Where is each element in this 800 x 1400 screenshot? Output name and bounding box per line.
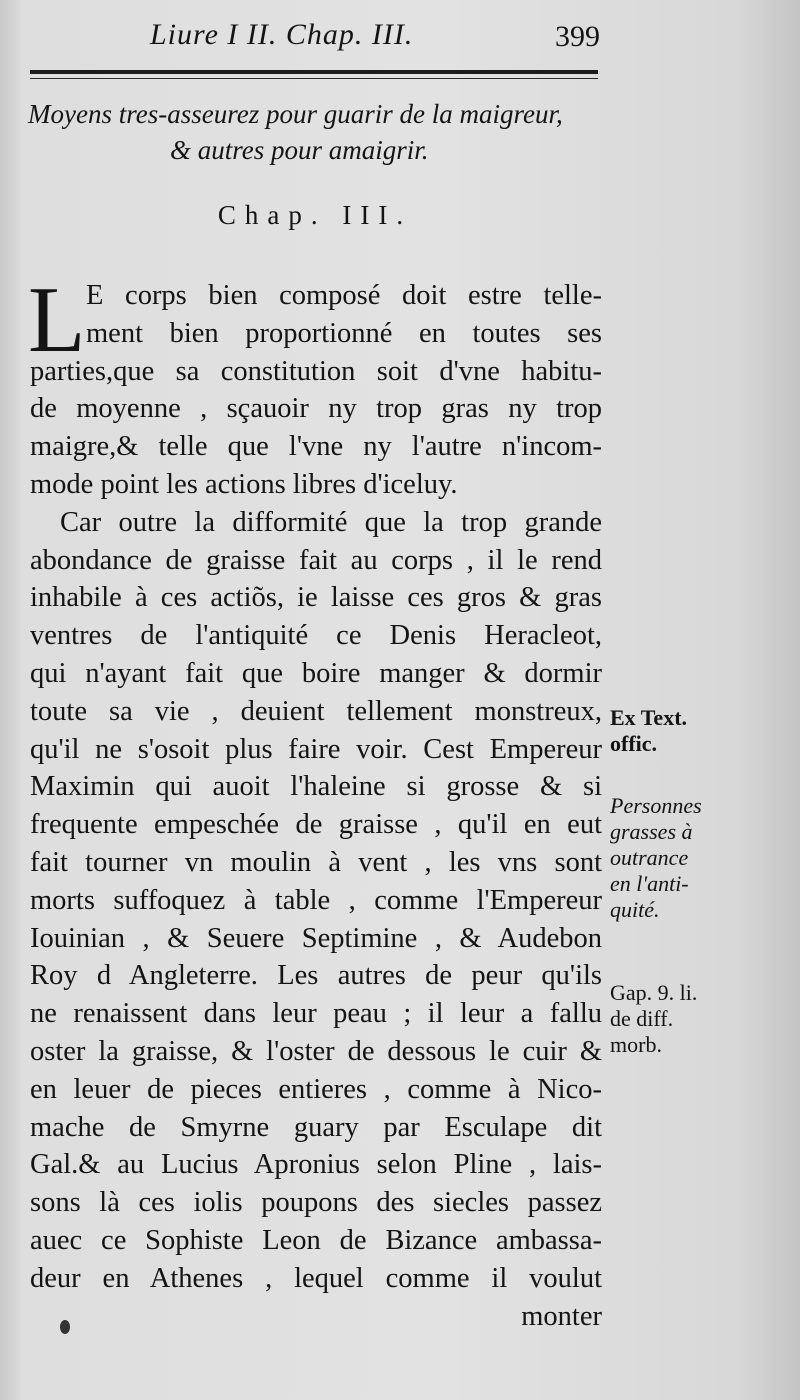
text-line: ne renaissent dans leur peau ; il leur a fallu <box>30 998 602 1030</box>
chapter-heading: Chap. III. <box>217 200 413 230</box>
margin-note-line: Ex Text. <box>610 705 688 730</box>
text-line: deur en Athenes , lequel comme il voulut <box>30 1262 602 1294</box>
text-line: sons là ces iolis poupons des siecles passez <box>30 1187 602 1219</box>
text-line: qui n'ayant fait que boire manger & dormir <box>30 657 602 689</box>
margin-note-line: en l'anti- <box>610 871 689 896</box>
running-head: Liure I II. Chap. III. <box>150 18 414 51</box>
margin-note-line: Personnes <box>610 793 702 818</box>
text-line: toute sa vie , deuient tellement monstreux, <box>30 695 602 727</box>
text-line: en leuer de pieces entieres , comme à Nico- <box>30 1073 602 1105</box>
header-rule-thin <box>30 78 598 79</box>
text-line: auec ce Sophiste Leon de Bizance ambassa- <box>30 1224 602 1256</box>
margin-note-line: quité. <box>610 897 660 922</box>
margin-note-line: Gap. 9. li. <box>610 980 698 1005</box>
text-line: Maximin qui auoit l'haleine si grosse & si <box>30 771 602 803</box>
text-line: parties,que sa constitution soit d'vne habitu- <box>30 355 602 387</box>
text-line: morts suffoquez à table , comme l'Empereur <box>30 884 602 916</box>
margin-note-line: offic. <box>610 731 658 756</box>
text-line: ventres de l'antiquité ce Denis Heracleot, <box>30 620 602 652</box>
catchword: monter <box>521 1300 602 1332</box>
drop-cap: L <box>28 268 86 372</box>
margin-note-line: de diff. <box>610 1006 674 1031</box>
page-header <box>30 18 600 58</box>
text-line: ment bien proportionné en toutes ses <box>86 317 602 349</box>
text-line: fait tourner vn moulin à vent , les vns sont <box>30 846 602 878</box>
text-line: maigre,& telle que l'vne ny l'autre n'incom- <box>30 431 602 463</box>
section-title-line-2: & autres pour amaigrir. <box>170 135 429 165</box>
margin-note-personnes <box>610 793 702 923</box>
text-line: de moyenne , sçauoir ny trop gras ny trop <box>30 393 602 425</box>
text-line: E corps bien composé doit estre telle- <box>86 280 602 311</box>
text-line: abondance de graisse fait au corps , il le rend <box>30 544 602 576</box>
body-text <box>28 268 602 1335</box>
margin-note-ex-text <box>610 705 687 757</box>
text-line: inhabile à ces actiõs, ie laisse ces gros & gras <box>30 582 602 614</box>
page-number: 399 <box>555 20 600 53</box>
margin-note-line: grasses à <box>610 819 693 844</box>
text-line: Car outre la difformité que la trop grande <box>60 506 602 538</box>
text-line: Iouinian , & Seuere Septimine , & Audebon <box>30 922 602 954</box>
text-line: oster la graisse, & l'oster de dessous le cuir & <box>30 1035 602 1067</box>
text-line: frequente empeschée de graisse , qu'il en eut <box>30 809 602 841</box>
text-line: mache de Smyrne guary par Esculape dit <box>30 1111 602 1143</box>
margin-note-line: outrance <box>610 845 689 870</box>
ink-speck <box>60 1320 70 1334</box>
section-title <box>28 96 603 168</box>
margin-note-line: morb. <box>610 1032 662 1057</box>
text-line: qu'il ne s'osoit plus faire voir. Cest Empereur <box>30 733 602 765</box>
section-title-line-1: Moyens tres-asseurez pour guarir de la maigreur, <box>28 99 563 129</box>
margin-note-gap <box>610 980 697 1058</box>
text-line: Gal.& au Lucius Apronius selon Pline , lais- <box>30 1149 602 1181</box>
text-line: Roy d Angleterre. Les autres de peur qu'ils <box>30 960 602 992</box>
header-rule <box>30 70 598 74</box>
text-line: mode point les actions libres d'iceluy. <box>30 468 458 500</box>
